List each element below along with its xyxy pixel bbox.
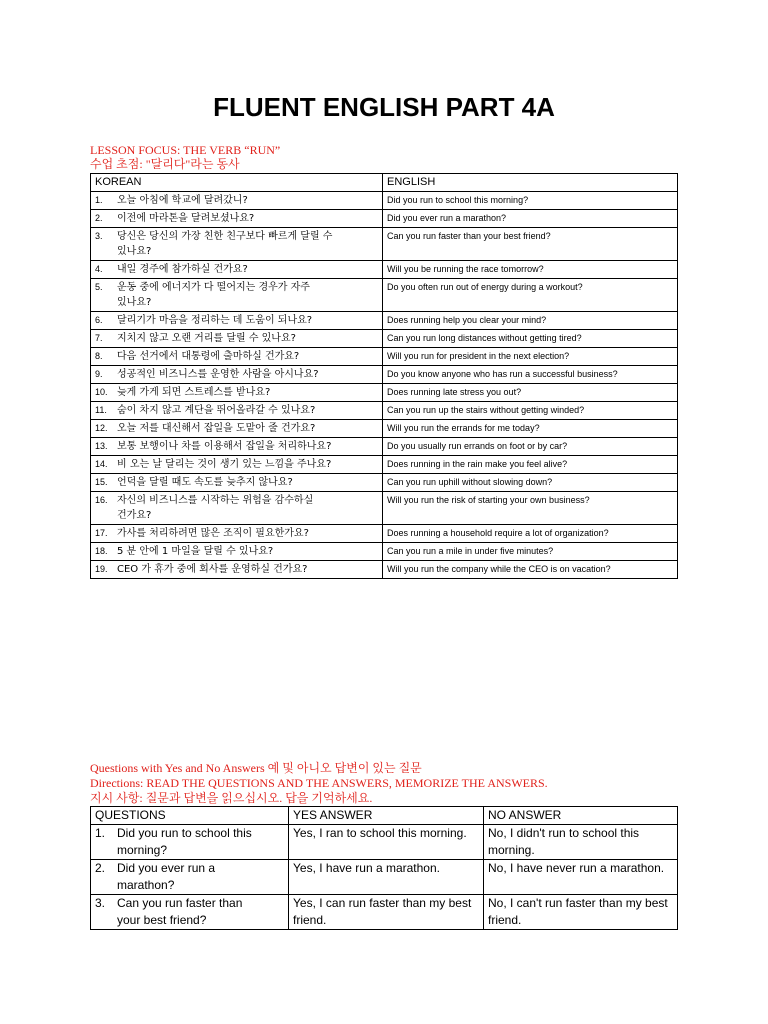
korean-cell: [91, 312, 383, 330]
korean-sentence: 지치지 않고 오랜 거리를 달릴 수 있나요?: [117, 333, 296, 344]
vocab-row: [91, 492, 678, 525]
korean-sentence: CEO 가 휴가 중에 회사를 운영하실 건가요?: [117, 564, 308, 575]
qa-header-row: [91, 807, 678, 825]
english-cell: Does running a household require a lot of organization?: [383, 525, 678, 543]
korean-cell: [91, 261, 383, 279]
question-text-continued: your best friend?: [117, 913, 207, 927]
directions: Directions: READ THE QUESTIONS AND THE ANSWERS, MEMORIZE THE ANSWERS.: [90, 776, 548, 790]
lesson-focus-korean: 수업 초점: "달리다"라는 동사: [90, 157, 240, 171]
row-number: 1.: [95, 195, 103, 205]
no-answer-cell: No, I didn't run to school this morning.: [484, 825, 678, 860]
english-cell: Will you run the errands for me today?: [383, 420, 678, 438]
no-answer-header: NO ANSWER: [484, 807, 678, 825]
row-number: 12.: [95, 423, 108, 433]
korean-sentence: 오늘 저를 대신해서 잡일을 도맡아 줄 건가요?: [117, 423, 316, 434]
question-text: Can you run faster than: [117, 896, 243, 910]
korean-sentence: 가사를 처리하려면 많은 조직이 필요한가요?: [117, 528, 309, 539]
row-number: 3.: [95, 231, 103, 241]
question-cell: [91, 825, 289, 860]
vocab-row: [91, 384, 678, 402]
korean-sentence: 당신은 당신의 가장 친한 친구보다 빠르게 달릴 수: [117, 231, 333, 242]
korean-sentence: 성공적인 비즈니스를 운영한 사람을 아시나요?: [117, 369, 319, 380]
korean-cell: [91, 192, 383, 210]
korean-cell: [91, 384, 383, 402]
row-number: 9.: [95, 369, 103, 379]
qa-table: [90, 806, 678, 930]
korean-cell: [91, 456, 383, 474]
question-text: Did you run to school this: [117, 826, 252, 840]
english-cell: Will you run the company while the CEO is on vacation?: [383, 561, 678, 579]
vocab-row: [91, 261, 678, 279]
korean-cell: [91, 330, 383, 348]
vocab-row: [91, 192, 678, 210]
english-cell: Does running in the rain make you feel alive?: [383, 456, 678, 474]
qa-row: [91, 825, 678, 860]
korean-sentence-continued: 있나요?: [117, 297, 152, 308]
row-number: 13.: [95, 441, 108, 451]
english-cell: Does running help you clear your mind?: [383, 312, 678, 330]
english-cell: Do you usually run errands on foot or by car?: [383, 438, 678, 456]
english-cell: Can you run a mile in under five minutes?: [383, 543, 678, 561]
english-cell: Did you run to school this morning?: [383, 192, 678, 210]
korean-sentence: 비 오는 날 달리는 것이 생기 있는 느낌을 주나요?: [117, 459, 332, 470]
korean-sentence: 이전에 마라톤을 달려보셨나요?: [117, 213, 255, 224]
questions-header: QUESTIONS: [91, 807, 289, 825]
korean-cell: [91, 543, 383, 561]
english-cell: Can you run faster than your best friend?: [383, 228, 678, 261]
vocab-row: [91, 402, 678, 420]
row-number: 2.: [95, 213, 103, 223]
korean-cell: [91, 525, 383, 543]
question-text: Did you ever run a: [117, 861, 216, 875]
korean-cell: [91, 279, 383, 312]
english-cell: Will you be running the race tomorrow?: [383, 261, 678, 279]
question-text-continued: morning?: [117, 843, 168, 857]
vocab-row: [91, 330, 678, 348]
qa-row: [91, 860, 678, 895]
english-cell: Does running late stress you out?: [383, 384, 678, 402]
page-title: FLUENT ENGLISH PART 4A: [213, 92, 555, 122]
korean-sentence: 자신의 비즈니스를 시작하는 위험을 감수하실: [117, 495, 314, 506]
korean-cell: [91, 438, 383, 456]
vocab-header-row: [91, 174, 678, 192]
row-number: 17.: [95, 528, 108, 538]
english-cell: Can you run long distances without getting tired?: [383, 330, 678, 348]
vocab-row: [91, 348, 678, 366]
korean-sentence: 다음 선거에서 대통령에 출마하실 건가요?: [117, 351, 300, 362]
row-number: 5.: [95, 282, 103, 292]
english-cell: Will you run the risk of starting your own business?: [383, 492, 678, 525]
yes-answer-cell: Yes, I can run faster than my best friend.: [289, 895, 484, 930]
row-number: 18.: [95, 546, 108, 556]
english-header: ENGLISH: [383, 174, 678, 192]
korean-cell: [91, 366, 383, 384]
question-number: 1.: [95, 826, 106, 840]
lesson-focus: LESSON FOCUS: THE VERB “RUN”: [90, 143, 281, 157]
row-number: 10.: [95, 387, 108, 397]
row-number: 11.: [95, 405, 107, 415]
korean-cell: [91, 420, 383, 438]
row-number: 6.: [95, 315, 103, 325]
row-number: 8.: [95, 351, 103, 361]
korean-header: KOREAN: [91, 174, 383, 192]
yes-answer-cell: Yes, I ran to school this morning.: [289, 825, 484, 860]
korean-cell: [91, 402, 383, 420]
qa-row: [91, 895, 678, 930]
no-answer-cell: No, I can't run faster than my best friend.: [484, 895, 678, 930]
korean-sentence-continued: 있나요?: [117, 246, 152, 257]
vocab-row: [91, 543, 678, 561]
korean-cell: [91, 210, 383, 228]
question-cell: [91, 860, 289, 895]
vocab-row: [91, 525, 678, 543]
vocab-table: [90, 173, 678, 579]
vocab-row: [91, 438, 678, 456]
english-cell: Did you ever run a marathon?: [383, 210, 678, 228]
directions-korean: 지시 사항: 질문과 답변을 읽으십시오. 답을 기억하세요.: [90, 791, 373, 805]
no-answer-cell: No, I have never run a marathon.: [484, 860, 678, 895]
korean-cell: [91, 474, 383, 492]
korean-cell: [91, 228, 383, 261]
row-number: 7.: [95, 333, 103, 343]
row-number: 15.: [95, 477, 108, 487]
korean-sentence: 오늘 아침에 학교에 달려갔니?: [117, 195, 248, 206]
vocab-row: [91, 366, 678, 384]
row-number: 16.: [95, 495, 108, 505]
korean-sentence: 달리기가 마음을 정리하는 데 도움이 되나요?: [117, 315, 313, 326]
qa-section-title: Questions with Yes and No Answers 예 및 아니오 답변이 있는 질문: [90, 761, 422, 775]
vocab-row: [91, 474, 678, 492]
question-number: 2.: [95, 861, 106, 875]
vocab-row: [91, 312, 678, 330]
korean-cell: [91, 348, 383, 366]
english-cell: Will you run for president in the next election?: [383, 348, 678, 366]
vocab-row: [91, 210, 678, 228]
korean-sentence: 숨이 차지 않고 계단을 뛰어올라갈 수 있나요?: [117, 405, 316, 416]
question-text-continued: marathon?: [117, 878, 175, 892]
korean-sentence: 운동 중에 에너지가 다 떨어지는 경우가 자주: [117, 282, 310, 293]
question-number: 3.: [95, 896, 106, 910]
korean-sentence: 늦게 가게 되면 스트레스를 받나요?: [117, 387, 271, 398]
korean-sentence: 5 분 안에 1 마일을 달릴 수 있나요?: [117, 546, 274, 557]
vocab-row: [91, 561, 678, 579]
korean-sentence-continued: 건가요?: [117, 510, 152, 521]
vocab-row: [91, 279, 678, 312]
korean-sentence: 보통 보행이나 차를 이용해서 잡일을 처리하나요?: [117, 441, 332, 452]
english-cell: Can you run uphill without slowing down?: [383, 474, 678, 492]
korean-sentence: 언덕을 달릴 때도 속도를 늦추지 않나요?: [117, 477, 293, 488]
row-number: 4.: [95, 264, 103, 274]
vocab-row: [91, 228, 678, 261]
korean-sentence: 내일 경주에 참가하실 건가요?: [117, 264, 248, 275]
question-cell: [91, 895, 289, 930]
korean-cell: [91, 492, 383, 525]
english-cell: Do you know anyone who has run a successful business?: [383, 366, 678, 384]
yes-answer-cell: Yes, I have run a marathon.: [289, 860, 484, 895]
yes-answer-header: YES ANSWER: [289, 807, 484, 825]
row-number: 19.: [95, 564, 108, 574]
vocab-row: [91, 420, 678, 438]
vocab-row: [91, 456, 678, 474]
english-cell: Do you often run out of energy during a workout?: [383, 279, 678, 312]
row-number: 14.: [95, 459, 108, 469]
korean-cell: [91, 561, 383, 579]
english-cell: Can you run up the stairs without getting winded?: [383, 402, 678, 420]
